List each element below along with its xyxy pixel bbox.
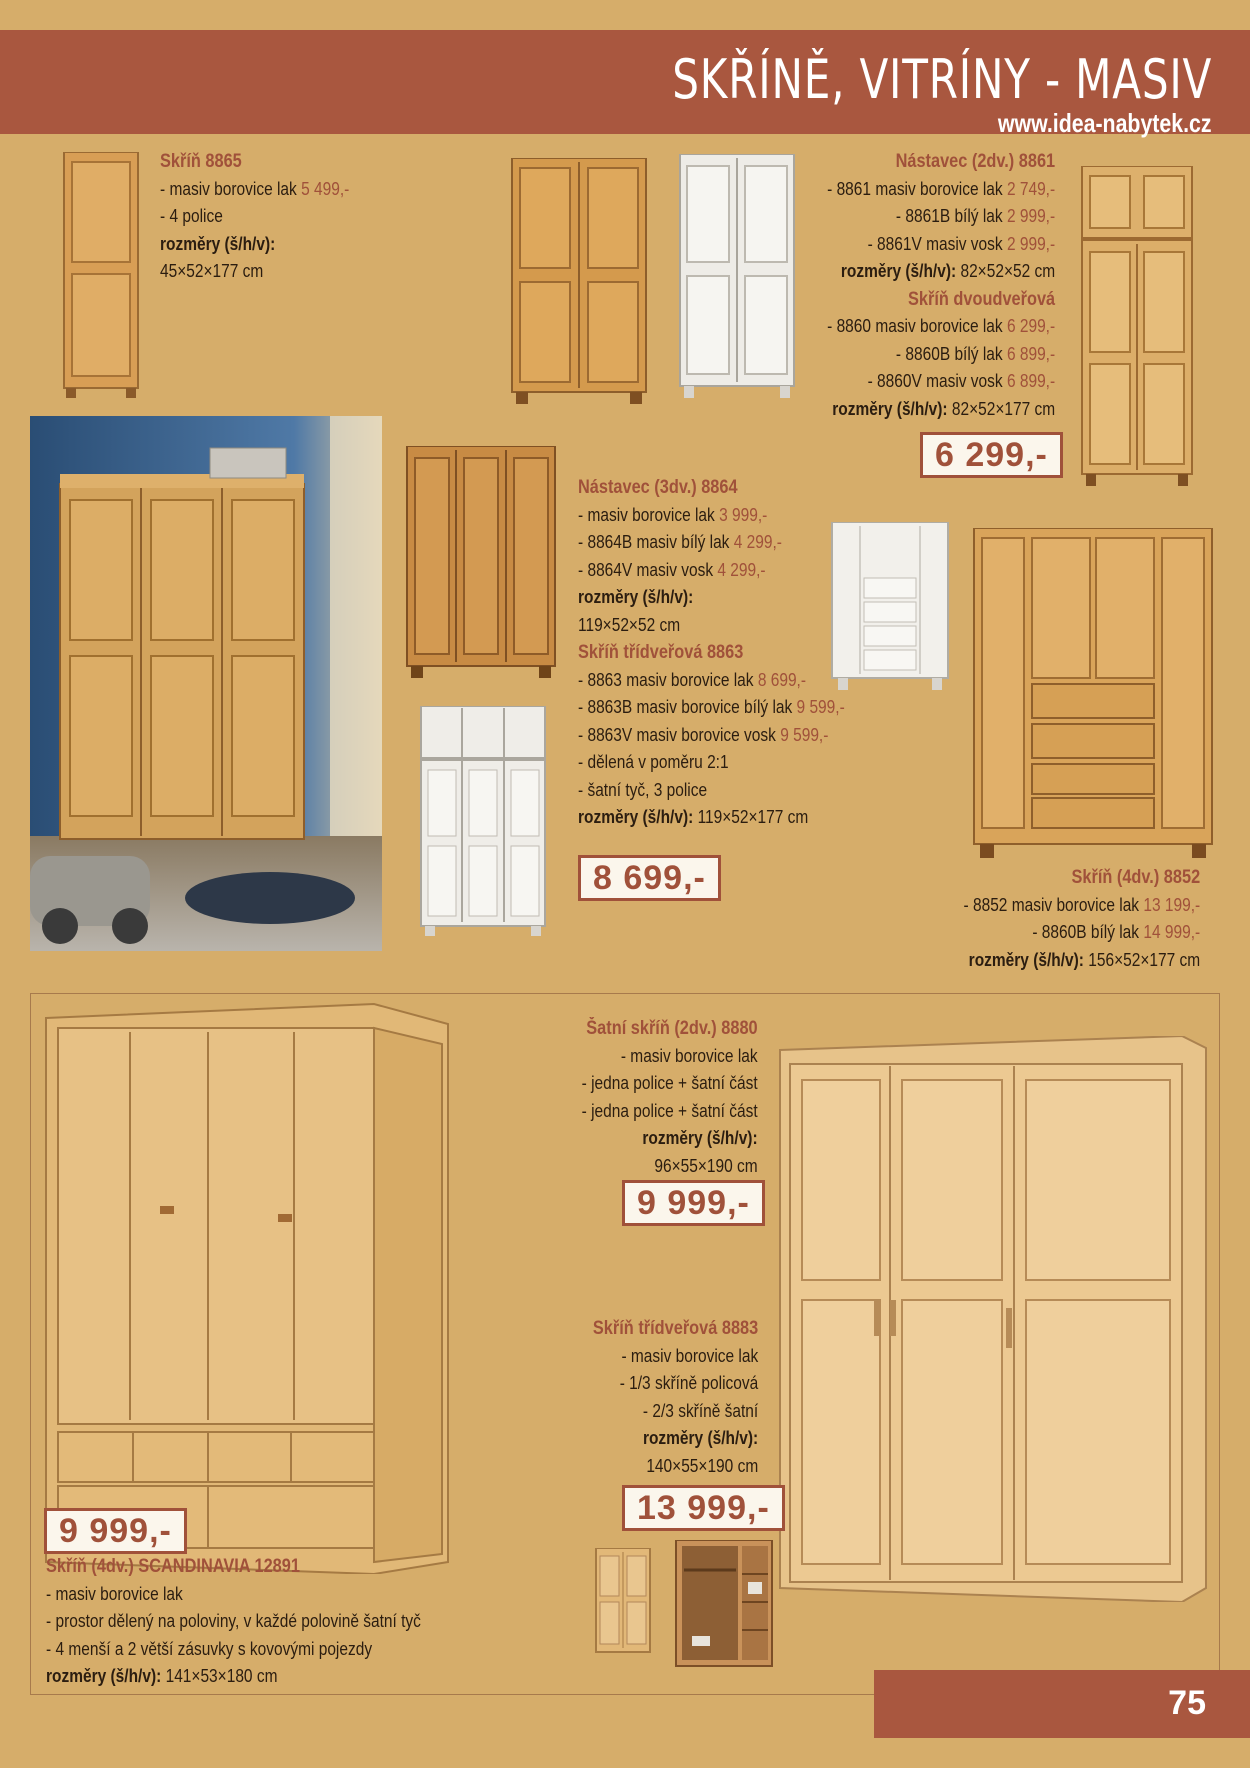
product-8852-title: Skříň (4dv.) 8852 — [1071, 867, 1200, 888]
product-8863v-price: 9 599,- — [780, 724, 829, 745]
product-8863-price: 8 699,- — [757, 669, 807, 690]
wardrobe-8852-white-image — [830, 522, 950, 690]
product-8860-price: 6 299,- — [1006, 316, 1055, 336]
wardrobe-8865-image — [62, 152, 140, 398]
wardrobe-8883-image — [778, 1036, 1208, 1602]
product-8865-dim-label: rozměry (š/h/v): — [160, 233, 276, 254]
product-8863b-price: 9 599,- — [796, 697, 845, 717]
interior-photo — [30, 416, 382, 951]
product-12891-title: Skříň (4dv.) SCANDINAVIA 12891 — [46, 1556, 300, 1577]
wardrobe-interior-image — [674, 1540, 774, 1670]
product-8852-price: 13 199,- — [1143, 894, 1200, 915]
price-tag-12891: 9 999,- — [44, 1508, 187, 1554]
product-8883-title: Skříň třídveřová 8883 — [592, 1318, 758, 1339]
product-8865-line1: - masiv borovice lak 5 499,- — [160, 178, 350, 199]
wardrobe-8861-top-unit-image — [1080, 166, 1194, 486]
price-tag-8860: 6 299,- — [920, 432, 1063, 478]
product-8880-info: Šatní skříň (2dv.) 8880 - masiv borovice lak - jedna police + šatní část - jedna police + šatní část rozměry (š/h/v): 96×55×190 cm — [582, 1015, 758, 1180]
wardrobe-scandinavia-12891-image — [44, 1002, 450, 1574]
product-8860b-price: 6 899,- — [1006, 343, 1055, 364]
product-8865-info — [160, 148, 349, 286]
header-banner — [0, 30, 1250, 138]
product-8860v-price: 6 899,- — [1006, 371, 1055, 391]
wardrobe-8863b-white-image — [419, 706, 547, 936]
price-tag-8883: 13 999,- — [622, 1485, 785, 1531]
product-8861v-price: 2 999,- — [1006, 233, 1055, 254]
product-8863-title: Skříň třídveřová 8863 — [578, 642, 744, 663]
product-8861b-price: 2 999,- — [1006, 206, 1055, 226]
price-tag-8880: 9 999,- — [622, 1180, 765, 1226]
product-8861-8860-info: Nástavec (2dv.) 8861 - 8861 masiv borovice lak 2 749,- - 8861B bílý lak 2 999,- - 8861V masiv vosk 2 999,- rozměry (š/h/v): 82×52×52 cm Skříň dvoudveřová - 8860 masiv borovice lak 6 299,- - 8860B bílý lak 6 899,- - 8860V masiv vosk 6 899,- rozměry (š/h/v): 82×52×177 cm — [827, 148, 1055, 423]
product-8852b-price: 14 999,- — [1143, 922, 1200, 942]
product-8861-title: Nástavec (2dv.) 8861 — [895, 151, 1055, 172]
product-8865-title: Skříň 8865 — [160, 151, 242, 172]
footer-bar — [874, 1670, 1250, 1738]
product-8860-title: Skříň dvoudveřová — [907, 288, 1055, 310]
wardrobe-8860b-white-image — [678, 154, 796, 398]
product-8865-dim-value: 45×52×177 cm — [160, 261, 264, 281]
product-8864-price: 3 999,- — [719, 504, 768, 525]
page-number: 75 — [1168, 1684, 1206, 1722]
product-8883-info: Skříň třídveřová 8883 - masiv borovice lak - 1/3 skříně policová - 2/3 skříně šatní rozměry (š/h/v): 140×55×190 cm — [593, 1315, 758, 1480]
product-8865-line2: - 4 police — [160, 206, 223, 226]
product-8861-price: 2 749,- — [1006, 178, 1055, 199]
product-8864-title: Nástavec (3dv.) 8864 — [578, 477, 738, 498]
wardrobe-8880-image — [594, 1548, 652, 1656]
price-tag-8863: 8 699,- — [578, 855, 721, 901]
product-8852-info: Skříň (4dv.) 8852 - 8852 masiv borovice lak 13 199,- - 8860B bílý lak 14 999,- rozměry (š/h/v): 156×52×177 cm — [963, 864, 1200, 974]
product-12891-info: Skříň (4dv.) SCANDINAVIA 12891 - masiv borovice lak - prostor dělený na poloviny, v každé polovině šatní tyč - 4 menší a 2 větší zásuvky s kovovými pojezdy rozměry (š/h/v): 141×53×180 cm — [46, 1553, 421, 1691]
product-8880-title: Šatní skříň (2dv.) 8880 — [586, 1018, 758, 1039]
wardrobe-8852-pine-image — [972, 528, 1214, 858]
wardrobe-8860-image — [510, 158, 648, 404]
product-8864b-price: 4 299,- — [733, 532, 782, 552]
website-url[interactable]: www.idea-nabytek.cz — [998, 108, 1212, 138]
product-8865-price: 5 499,- — [301, 178, 350, 199]
top-unit-8864-image — [405, 446, 557, 678]
product-8864-8863-info: Nástavec (3dv.) 8864 - masiv borovice lak 3 999,- - 8864B masiv bílý lak 4 299,- - 8864V masiv vosk 4 299,- rozměry (š/h/v): 119×52×52 cm Skříň třídveřová 8863 - 8863 masiv borovice lak 8 699,- - 8863B masiv borovice bílý lak 9 599,- - 8863V masiv borovice vosk 9 599,- - dělená v poměru 2:1 - šatní tyč, 3 police rozměry (š/h/v): 119×52×177 cm — [578, 474, 845, 832]
page-title: SKŘÍNĚ, VITRÍNY - MASIV — [672, 48, 1212, 111]
product-8864v-price: 4 299,- — [717, 559, 766, 580]
